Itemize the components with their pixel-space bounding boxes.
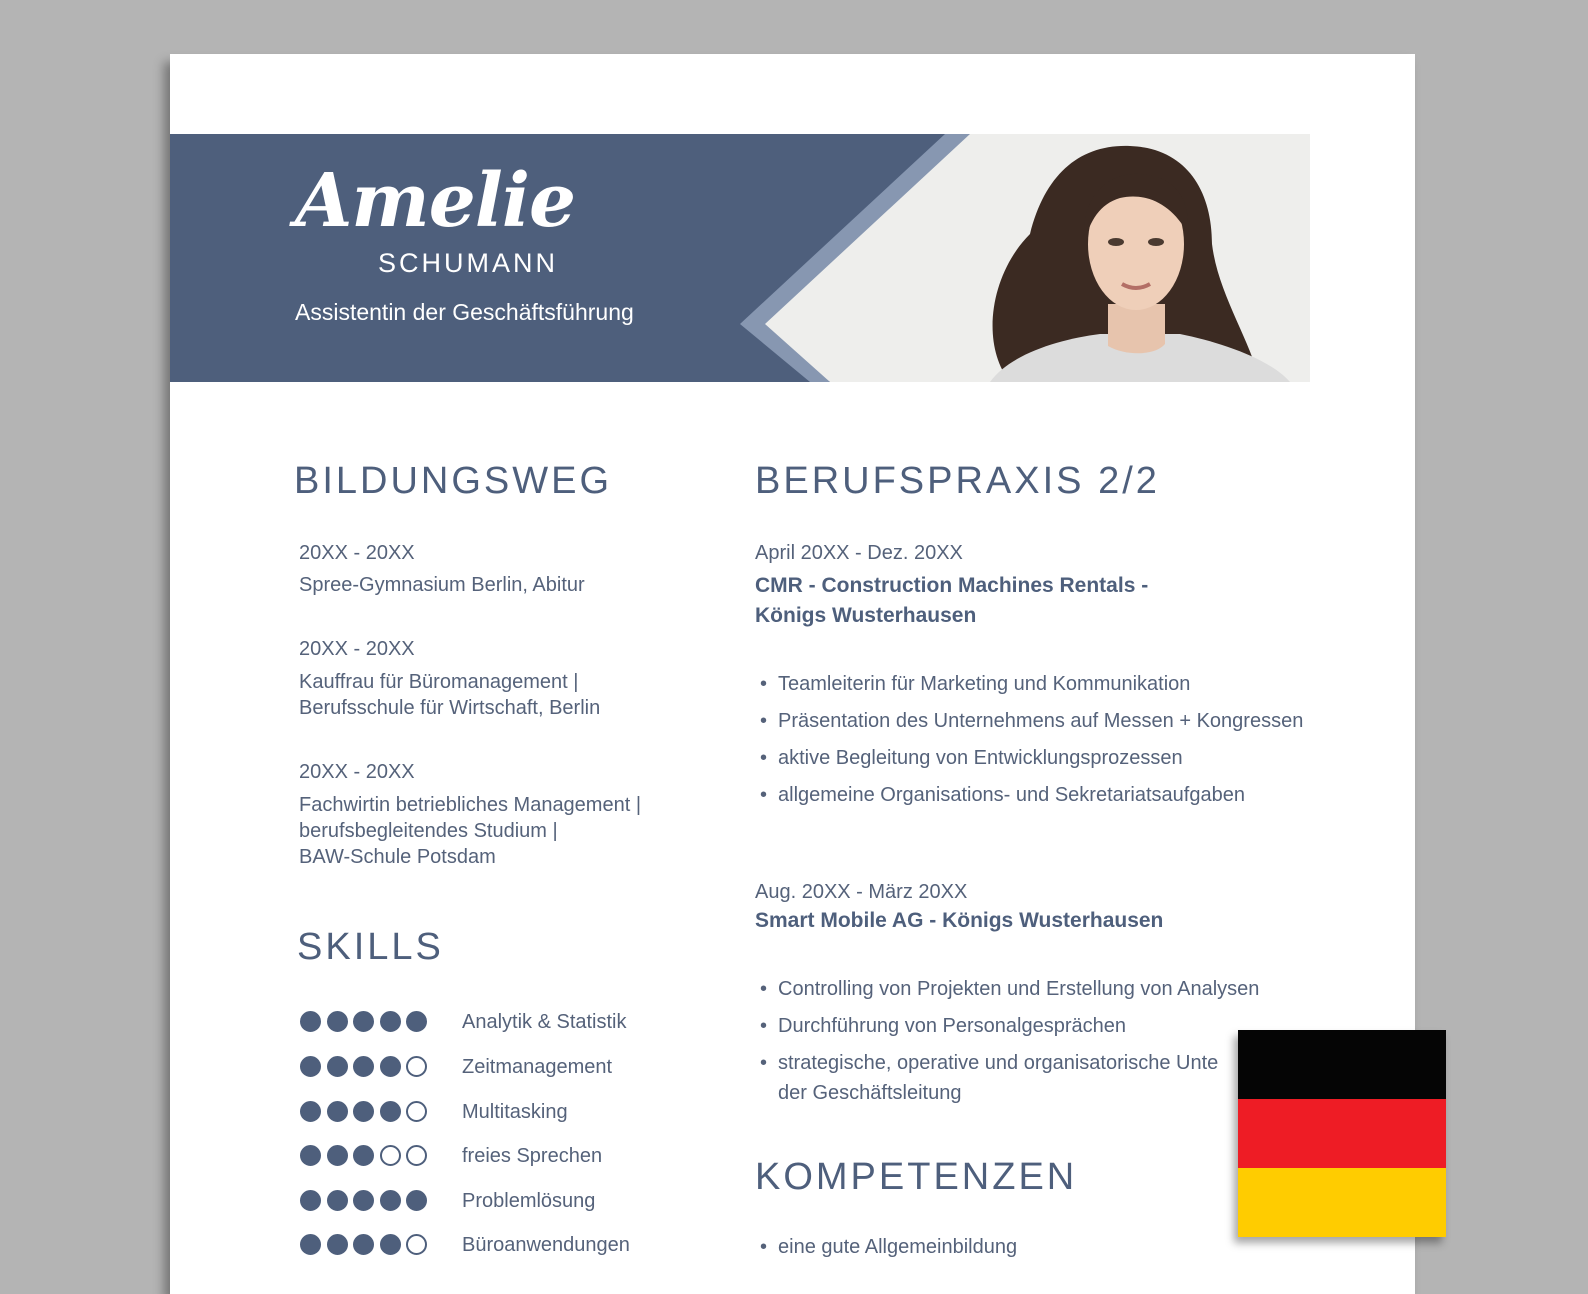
empty-dot-icon	[406, 1145, 427, 1166]
filled-dot-icon	[327, 1145, 348, 1166]
filled-dot-icon	[327, 1056, 348, 1077]
filled-dot-icon	[327, 1190, 348, 1211]
education-line: berufsbegleitendes Studium |	[299, 820, 558, 842]
empty-dot-icon	[406, 1101, 427, 1122]
job-bullet: • Controlling von Projekten und Erstellung von Analysen	[778, 974, 1259, 1004]
skill-rating	[300, 1011, 430, 1033]
education-line: BAW-Schule Potsdam	[299, 846, 496, 868]
empty-dot-icon	[406, 1234, 427, 1255]
filled-dot-icon	[327, 1101, 348, 1122]
skill-rating	[300, 1145, 430, 1167]
job-bullet: • Teamleiterin für Marketing und Kommunikation	[778, 669, 1190, 699]
filled-dot-icon	[406, 1011, 427, 1032]
filled-dot-icon	[406, 1190, 427, 1211]
competencies-heading: KOMPETENZEN	[755, 1156, 1078, 1198]
education-line: Fachwirtin betriebliches Management |	[299, 794, 642, 816]
skills-heading: SKILLS	[297, 926, 444, 968]
skill-label: Multitasking	[462, 1101, 568, 1123]
job-company: Smart Mobile AG - Königs Wusterhausen	[755, 909, 1164, 932]
skill-rating	[300, 1234, 430, 1256]
flag-stripe-red	[1238, 1099, 1446, 1168]
filled-dot-icon	[327, 1011, 348, 1032]
education-heading: BILDUNGSWEG	[294, 460, 613, 502]
skill-label: Büroanwendungen	[462, 1234, 630, 1256]
experience-heading: BERUFSPRAXIS 2/2	[755, 460, 1160, 502]
job-title: Assistentin der Geschäftsführung	[295, 299, 634, 325]
job-bullet: • Präsentation des Unternehmens auf Messen + Kongressen	[778, 706, 1303, 736]
filled-dot-icon	[327, 1234, 348, 1255]
resume-page	[170, 54, 1415, 1294]
job-bullet-continuation: der Geschäftsleitung	[778, 1082, 962, 1104]
filled-dot-icon	[380, 1101, 401, 1122]
skill-rating	[300, 1101, 430, 1123]
filled-dot-icon	[353, 1190, 374, 1211]
filled-dot-icon	[380, 1056, 401, 1077]
flag-stripe-black	[1238, 1030, 1446, 1099]
filled-dot-icon	[353, 1234, 374, 1255]
filled-dot-icon	[380, 1011, 401, 1032]
filled-dot-icon	[353, 1101, 374, 1122]
education-line: Kauffrau für Büromanagement |	[299, 671, 579, 693]
portrait-photo	[950, 134, 1310, 382]
empty-dot-icon	[406, 1056, 427, 1077]
filled-dot-icon	[353, 1145, 374, 1166]
job-company: Königs Wusterhausen	[755, 604, 977, 627]
skill-rating	[300, 1190, 430, 1212]
filled-dot-icon	[300, 1101, 321, 1122]
filled-dot-icon	[300, 1011, 321, 1032]
education-line: Berufsschule für Wirtschaft, Berlin	[299, 697, 601, 719]
competency-bullet: • eine gute Allgemeinbildung	[778, 1232, 1017, 1262]
last-name: SCHUMANN	[378, 248, 559, 278]
job-bullet: • allgemeine Organisations- und Sekretariatsaufgaben	[778, 780, 1245, 810]
first-name: Amelie	[295, 158, 576, 244]
filled-dot-icon	[380, 1234, 401, 1255]
job-dates: April 20XX - Dez. 20XX	[755, 542, 963, 564]
filled-dot-icon	[300, 1145, 321, 1166]
german-flag-icon	[1238, 1030, 1446, 1237]
skill-label: Problemlösung	[462, 1190, 596, 1212]
job-bullet: • aktive Begleitung von Entwicklungsprozessen	[778, 743, 1183, 773]
skill-label: freies Sprechen	[462, 1145, 603, 1167]
skill-rating	[300, 1056, 430, 1078]
empty-dot-icon	[380, 1145, 401, 1166]
skill-label: Analytik & Statistik	[462, 1011, 627, 1033]
education-years: 20XX - 20XX	[299, 638, 415, 660]
job-bullet: • strategische, operative und organisatorische Unte	[778, 1048, 1218, 1078]
education-years: 20XX - 20XX	[299, 761, 415, 783]
filled-dot-icon	[300, 1234, 321, 1255]
filled-dot-icon	[353, 1056, 374, 1077]
education-years: 20XX - 20XX	[299, 542, 415, 564]
filled-dot-icon	[353, 1011, 374, 1032]
filled-dot-icon	[300, 1190, 321, 1211]
filled-dot-icon	[380, 1190, 401, 1211]
filled-dot-icon	[300, 1056, 321, 1077]
job-bullet: • Durchführung von Personalgesprächen	[778, 1011, 1126, 1041]
job-company: CMR - Construction Machines Rentals -	[755, 574, 1149, 597]
education-line: Spree-Gymnasium Berlin, Abitur	[299, 574, 585, 596]
flag-stripe-gold	[1238, 1168, 1446, 1237]
skill-label: Zeitmanagement	[462, 1056, 613, 1078]
job-dates: Aug. 20XX - März 20XX	[755, 881, 968, 903]
